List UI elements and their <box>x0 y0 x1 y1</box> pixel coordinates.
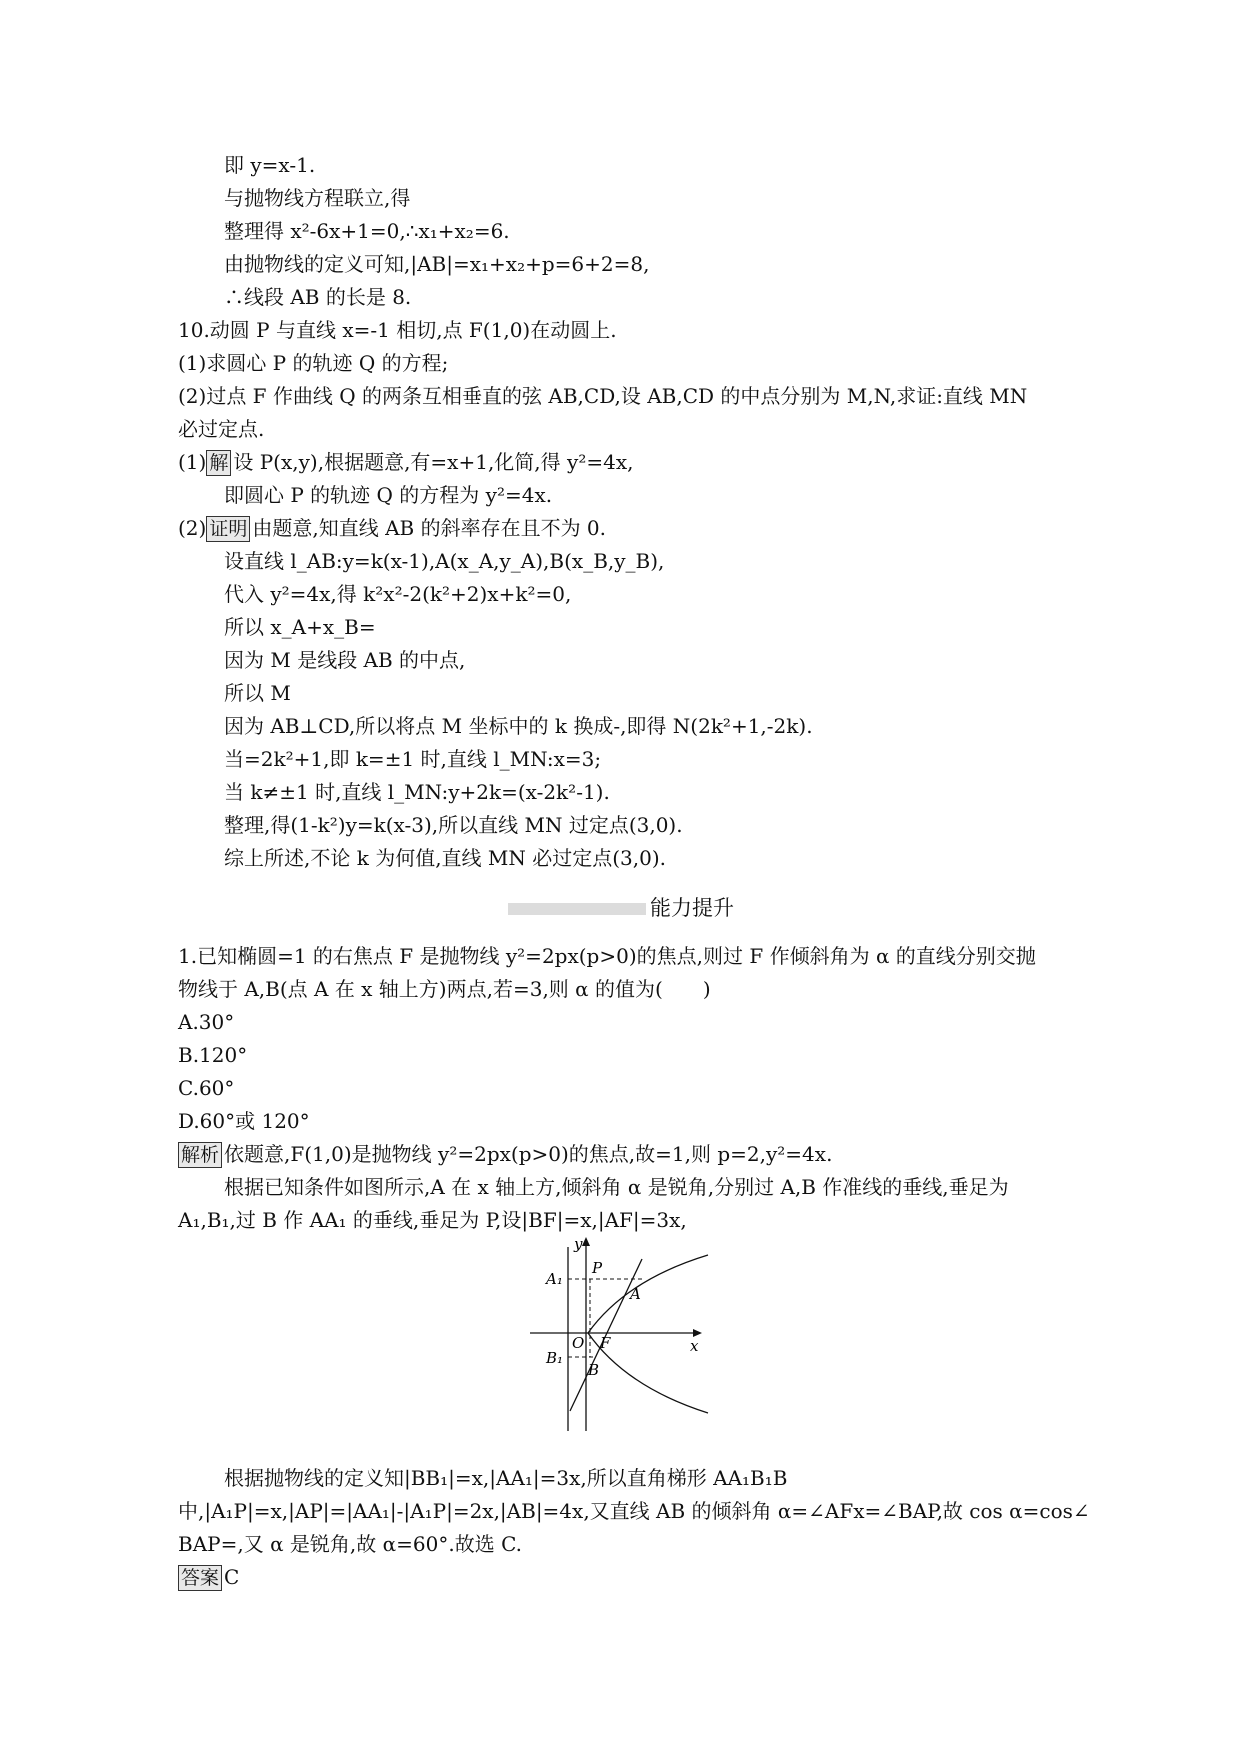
label-tag: 解 <box>206 450 231 476</box>
label-o: O <box>572 1334 585 1352</box>
line-text: 10.动圆 P 与直线 x=-1 相切,点 F(1,0)在动圆上. <box>178 318 617 342</box>
line-text: 综上所述,不论 k 为何值,直线 MN 必过定点(3,0). <box>224 846 667 870</box>
text-line-l12 <box>178 513 606 543</box>
line-text: (1)求圆心 P 的轨迹 Q 的方程; <box>178 351 449 375</box>
label-x: x <box>690 1337 699 1355</box>
line-text: ∴线段 AB 的长是 8. <box>224 285 412 309</box>
label-b: B <box>588 1361 600 1379</box>
line-text: 设直线 l_AB:y=k(x-1),A(x_A,y_A),B(x_B,y_B), <box>224 549 665 573</box>
line-text: 必过定点. <box>178 417 265 441</box>
label-p: P <box>592 1259 603 1277</box>
text-line-l32 <box>224 1463 787 1493</box>
text-line-l23 <box>178 941 1036 971</box>
text-line-l01 <box>224 150 315 180</box>
line-text: 1.已知椭圆=1 的右焦点 F 是抛物线 y²=2px(p>0)的焦点,则过 F 作倾斜角为 α 的直线分别交抛 <box>178 944 1036 968</box>
line-text: BAP=,又 α 是锐角,故 α=60°.故选 C. <box>178 1532 523 1556</box>
y-axis-arrow <box>582 1237 590 1246</box>
line-text: 由抛物线的定义可知,|AB|=x₁+x₂+p=6+2=8, <box>224 252 650 276</box>
line-text: B.120° <box>178 1043 248 1067</box>
text-line-l16 <box>224 645 465 675</box>
text-line-l30 <box>224 1172 1009 1202</box>
section-header <box>508 893 828 923</box>
line-text: 所以 M <box>224 681 291 705</box>
line-text: 因为 M 是线段 AB 的中点, <box>224 648 466 672</box>
label-a: A <box>630 1285 641 1303</box>
line-text: 代入 y²=4x,得 k²x²-2(k²+2)x+k²=0, <box>224 582 572 606</box>
text-line-l34 <box>178 1529 522 1559</box>
line-text: 根据抛物线的定义知|BB₁|=x,|AA₁|=3x,所以直角梯形 AA₁B₁B <box>224 1466 788 1490</box>
line-text: 即圆心 P 的轨迹 Q 的方程为 y²=4x. <box>224 483 553 507</box>
text-line-l06 <box>178 315 617 345</box>
line-text: 整理得 x²-6x+1=0,∴x₁+x₂=6. <box>224 219 510 243</box>
line-text: 依题意,F(1,0)是抛物线 y²=2px(p>0)的焦点,故=1,则 p=2,y²=4x. <box>224 1142 833 1166</box>
line-text: A.30° <box>178 1010 235 1034</box>
text-line-l28 <box>178 1106 310 1136</box>
line-text: (2)过点 F 作曲线 Q 的两条互相垂直的弦 AB,CD,设 AB,CD 的中点分别为 M,N,求证:直线 MN <box>178 384 1028 408</box>
text-line-l25 <box>178 1007 234 1037</box>
text-line-l20 <box>224 777 610 807</box>
line-prefix: (2) <box>178 516 207 540</box>
text-line-l29 <box>178 1139 832 1169</box>
parabola-figure <box>530 1235 710 1435</box>
line-prefix: (1) <box>178 450 207 474</box>
line-text: A₁,B₁,过 B 作 AA₁ 的垂线,垂足为 P,设|BF|=x,|AF|=3x, <box>178 1208 687 1232</box>
text-line-l05 <box>224 282 411 312</box>
text-line-l09 <box>178 414 264 444</box>
section-bar <box>508 903 646 915</box>
text-line-l31 <box>178 1205 687 1235</box>
text-line-l27 <box>178 1073 234 1103</box>
text-line-l15 <box>224 612 376 642</box>
label-a1: A₁ <box>546 1270 563 1288</box>
line-text: 整理,得(1-k²)y=k(x-3),所以直线 MN 过定点(3,0). <box>224 813 683 837</box>
text-line-l26 <box>178 1040 247 1070</box>
line-text: 当=2k²+1,即 k=±1 时,直线 l_MN:x=3; <box>224 747 602 771</box>
text-line-l03 <box>224 216 510 246</box>
line-text: 中,|A₁P|=x,|AP|=|AA₁|-|A₁P|=2x,|AB|=4x,又直线 AB 的倾斜角 α=∠AFx=∠BAP,故 cos α=cos∠ <box>178 1499 1090 1523</box>
text-line-l24 <box>178 974 711 1004</box>
text-line-l10 <box>178 447 633 477</box>
line-text: 即 y=x-1. <box>224 153 316 177</box>
x-axis-arrow <box>693 1329 702 1337</box>
line-text: C.60° <box>178 1076 235 1100</box>
text-line-l21 <box>224 810 683 840</box>
text-line-l33 <box>178 1496 1090 1526</box>
text-line-l08 <box>178 381 1027 411</box>
line-text: 根据已知条件如图所示,A 在 x 轴上方,倾斜角 α 是锐角,分别过 A,B 作准线的垂线,垂足为 <box>224 1175 1009 1199</box>
line-text: 物线于 A,B(点 A 在 x 轴上方)两点,若=3,则 α 的值为( ) <box>178 977 711 1001</box>
label-y: y <box>574 1235 583 1253</box>
text-line-l13 <box>224 546 664 576</box>
line-text: C <box>224 1565 240 1589</box>
text-line-l19 <box>224 744 601 774</box>
text-line-l07 <box>178 348 448 378</box>
text-line-l22 <box>224 843 666 873</box>
line-text: 设 P(x,y),根据题意,有=x+1,化简,得 y²=4x, <box>233 450 634 474</box>
line-text: 所以 x_A+x_B= <box>224 615 376 639</box>
line-text: 因为 AB⊥CD,所以将点 M 坐标中的 k 换成-,即得 N(2k²+1,-2k). <box>224 714 813 738</box>
label-tag: 解析 <box>178 1142 222 1168</box>
text-line-l14 <box>224 579 571 609</box>
section-title: 能力提升 <box>650 896 734 920</box>
line-text: D.60°或 120° <box>178 1109 310 1133</box>
text-line-l02 <box>224 183 410 213</box>
line-text: 与抛物线方程联立,得 <box>224 186 411 210</box>
text-line-l04 <box>224 249 649 279</box>
text-line-l17 <box>224 678 291 708</box>
text-line-l11 <box>224 480 552 510</box>
label-tag: 答案 <box>178 1565 222 1591</box>
text-line-l35 <box>178 1562 239 1592</box>
text-line-l18 <box>224 711 813 741</box>
line-text: 由题意,知直线 AB 的斜率存在且不为 0. <box>252 516 607 540</box>
label-tag: 证明 <box>206 516 250 542</box>
line-text: 当 k≠±1 时,直线 l_MN:y+2k=(x-2k²-1). <box>224 780 610 804</box>
label-f: F <box>600 1334 611 1352</box>
label-b1: B₁ <box>546 1349 564 1367</box>
